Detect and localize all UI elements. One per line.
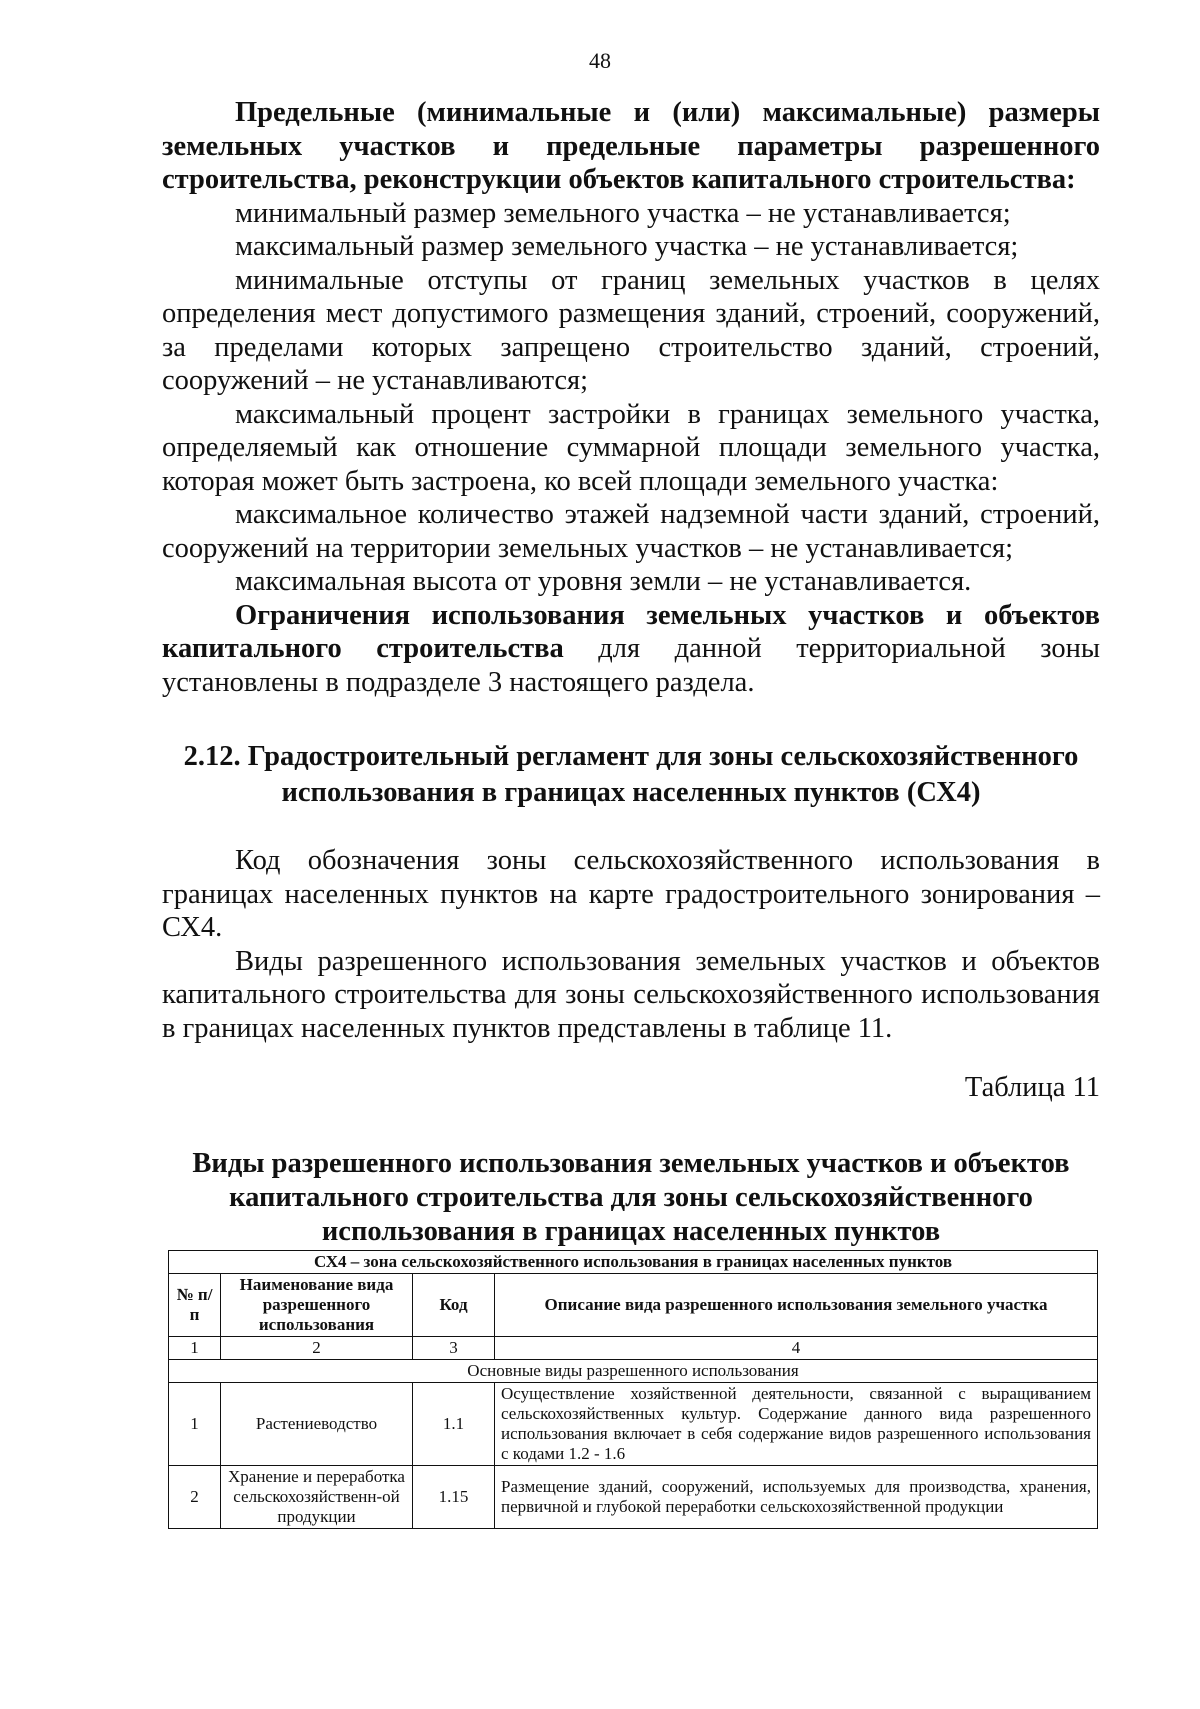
row-code: 1.1 xyxy=(413,1383,495,1466)
table-title: Виды разрешенного использования земельных участков и объектов капитального строительства для зоны сельскохозяйственного использования в границах населенных пунктов xyxy=(192,1147,1070,1247)
table-row xyxy=(169,1466,1098,1529)
row-desc: Размещение зданий, сооружений, используемых для производства, хранения, первичной и глубокой переработки сельскохозяйственной продукции xyxy=(495,1466,1098,1529)
table-caption: Таблица 11 xyxy=(964,1072,1100,1103)
column-number: 3 xyxy=(413,1337,495,1360)
column-number: 1 xyxy=(169,1337,221,1360)
group-label: Основные виды разрешенного использования xyxy=(169,1360,1098,1383)
row-desc: Осуществление хозяйственной деятельности, связанной с выращиванием сельскохозяйственных культур. Содержание данного вида разрешенного использования включает в себя содержание видов разрешенного использования с кодами 1.2 - 1.6 xyxy=(495,1383,1098,1466)
row-num: 2 xyxy=(169,1466,221,1529)
limit-max-size: максимальный размер земельного участка – не устанавливается; xyxy=(235,231,1019,262)
row-name: Хранение и переработка сельскохозяйственн-ой продукции xyxy=(221,1466,413,1529)
row-code: 1.15 xyxy=(413,1466,495,1529)
code-paragraph: Код обозначения зоны сельскохозяйственного использования в границах населенных пунктов на карте градостроительного зонирования – СХ4. xyxy=(162,845,1100,943)
restrictions-rest: для данной территориальной зоны установлены в подразделе 3 настоящего раздела. xyxy=(162,633,1100,698)
limit-max-floors: максимальное количество этажей надземной части зданий, строений, сооружений на территории земельных участков – не устанавливается; xyxy=(162,499,1100,564)
header-name: Наименование вида разрешенного использования xyxy=(221,1274,413,1337)
types-paragraph: Виды разрешенного использования земельных участков и объектов капитального строительства для зоны сельскохозяйственного использования в границах населенных пунктов представлены в таблице 11. xyxy=(162,945,1100,1044)
row-num: 1 xyxy=(169,1383,221,1466)
column-number: 4 xyxy=(495,1337,1098,1360)
header-code: Код xyxy=(413,1274,495,1337)
limits-heading: Предельные (минимальные и (или) максимальные) размеры земельных участков и предельные параметры разрешенного строительства, реконструкции объектов капитального строительства: xyxy=(162,97,1100,195)
limit-min-size: минимальный размер земельного участка – не устанавливается; xyxy=(235,197,1011,229)
column-number: 2 xyxy=(221,1337,413,1360)
table-zone-header: СХ4 – зона сельскохозяйственного использования в границах населенных пунктов xyxy=(169,1251,1098,1274)
table-row xyxy=(169,1383,1098,1466)
restrictions-paragraph xyxy=(162,599,1100,700)
restrictions-bold: Ограничения использования земельных участков и объектов капитального строительства xyxy=(162,599,1100,664)
row-name: Растениеводство xyxy=(221,1383,413,1466)
limit-max-height: максимальная высота от уровня земли – не устанавливается. xyxy=(235,566,972,597)
header-desc: Описание вида разрешенного использования земельного участка xyxy=(495,1274,1098,1337)
document-body xyxy=(162,96,1100,1249)
section-heading: 2.12. Градостроительный регламент для зоны сельскохозяйственного использования в границах населенных пунктов (СХ4) xyxy=(183,741,1079,808)
permitted-uses-table xyxy=(168,1250,1098,1529)
limit-max-coverage: максимальный процент застройки в границах земельного участка, определяемый как отношение суммарной площади земельного участка, которая может быть застроена, ко всей площади земельного участка: xyxy=(162,398,1100,497)
page-number: 48 xyxy=(589,48,611,73)
limit-setbacks: минимальные отступы от границ земельных участков в целях определения мест допустимого размещения зданий, строений, сооружений, за пределами которых запрещено строительство зданий, строений, сооружений – не устанавливаются; xyxy=(162,264,1100,396)
header-num: № п/п xyxy=(169,1274,221,1337)
